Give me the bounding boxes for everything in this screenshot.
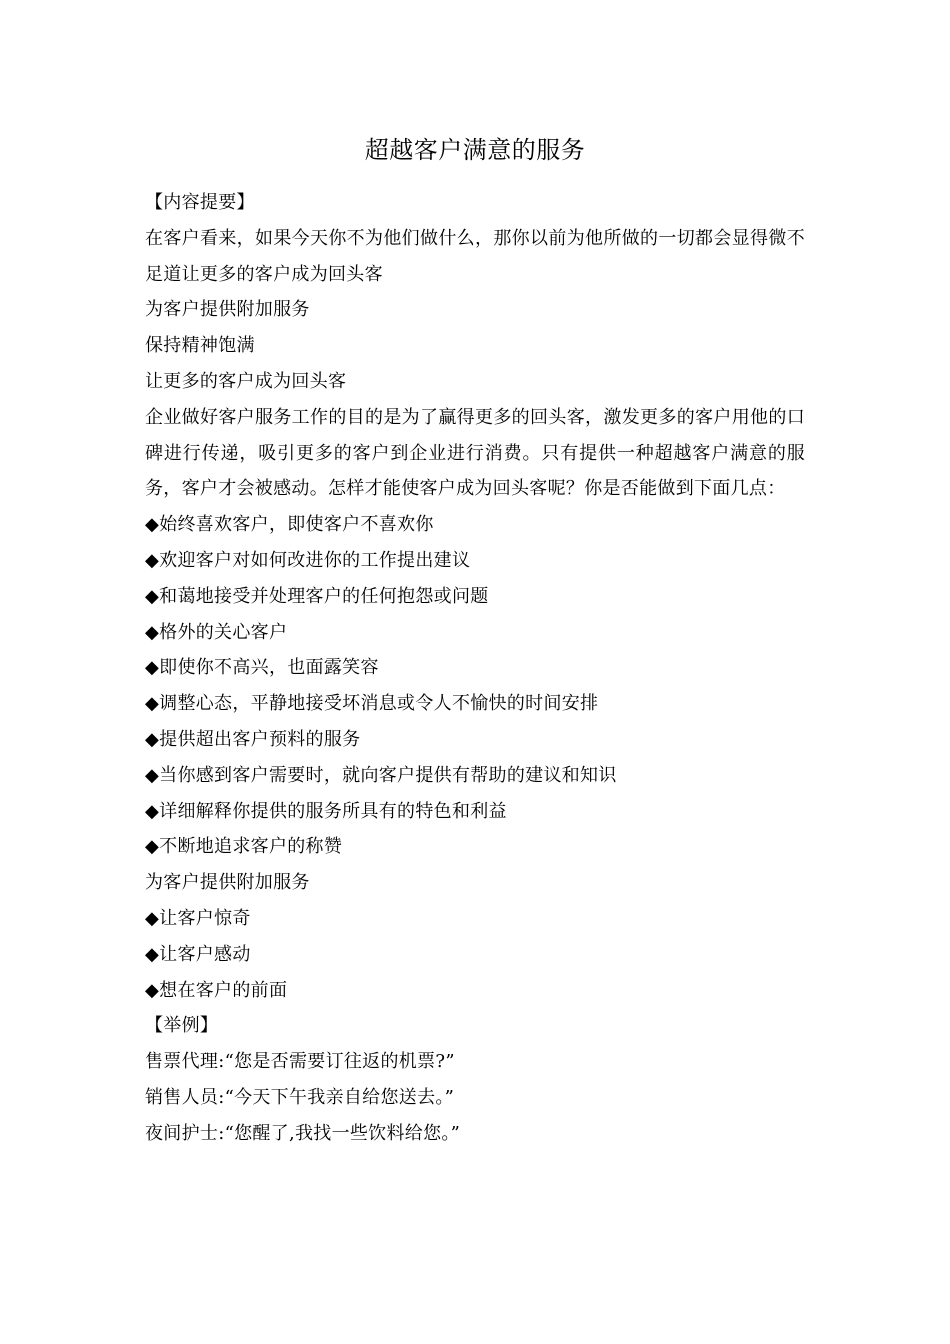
tip-item: ◆当你感到客户需要时，就向客户提供有帮助的建议和知识 <box>145 764 617 786</box>
summary-heading: 【内容提要】 <box>145 192 255 213</box>
section2-item: ◆想在客户的前面 <box>145 979 288 1001</box>
summary-text: 在客户看来，如果今天你不为他们做什么，那你以前为他所做的一切都会显得微不足道让更多的客户成为回头客 <box>145 227 805 285</box>
tip-item: ◆和蔼地接受并处理客户的任何抱怨或问题 <box>145 585 489 607</box>
toc-item: 让更多的客户成为回头客 <box>145 370 347 392</box>
toc-item: 保持精神饱满 <box>145 335 255 357</box>
document-title: 超越客户满意的服务 <box>364 136 586 164</box>
tip-item: ◆即使你不高兴，也面露笑容 <box>145 657 379 679</box>
example-item: 售票代理:“您是否需要订往返的机票?” <box>145 1051 455 1073</box>
example-item: 销售人员:“今天下午我亲自给您送去。” <box>145 1086 455 1108</box>
tip-item: ◆格外的关心客户 <box>145 621 288 643</box>
tip-item: ◆不断地追求客户的称赞 <box>145 836 343 858</box>
tip-item: ◆调整心态，平静地接受坏消息或令人不愉快的时间安排 <box>145 693 599 715</box>
tip-item: ◆始终喜欢客户，即使客户不喜欢你 <box>145 514 434 536</box>
section2-heading: 为客户提供附加服务 <box>145 872 310 894</box>
document-body <box>145 185 805 1152</box>
toc-item: 为客户提供附加服务 <box>145 299 310 321</box>
tip-item: ◆详细解释你提供的服务所具有的特色和利益 <box>145 800 507 822</box>
intro-paragraph: 企业做好客户服务工作的目的是为了赢得更多的回头客，激发更多的客户用他的口碑进行传递，吸引更多的客户到企业进行消费。只有提供一种超越客户满意的服务，客户才会被感动。怎样才能使客户成为回头客呢？你是否能做到下面几点： <box>145 406 805 500</box>
example-item: 夜间护士:“您醒了,我找一些饮料给您。” <box>145 1122 461 1144</box>
section2-item: ◆让客户惊奇 <box>145 907 251 929</box>
example-heading: 【举例】 <box>145 1015 219 1037</box>
tip-item: ◆提供超出客户预料的服务 <box>145 728 361 750</box>
tip-item: ◆欢迎客户对如何改进你的工作提出建议 <box>145 549 471 571</box>
section2-item: ◆让客户感动 <box>145 943 251 965</box>
